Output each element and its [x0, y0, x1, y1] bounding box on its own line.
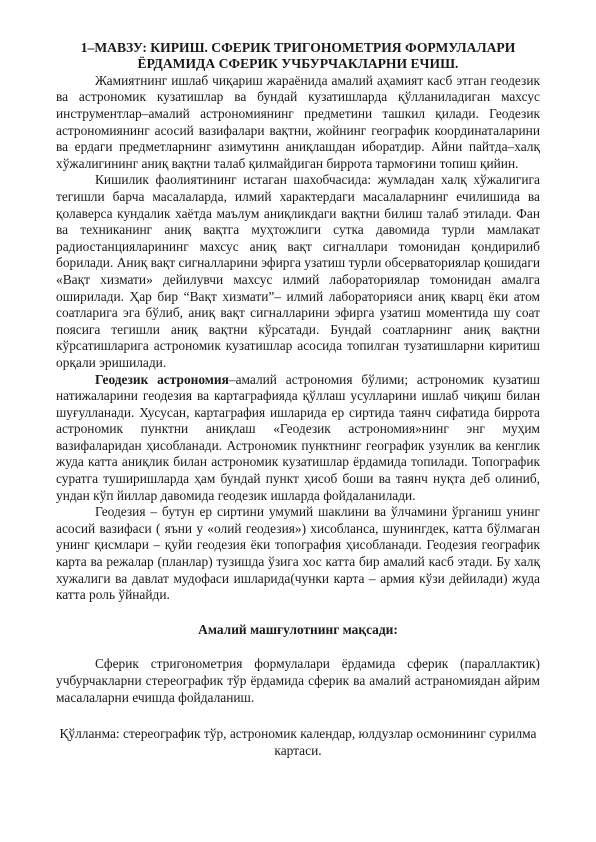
title-line-1: 1–МАВЗУ: КИРИШ. СФЕРИК ТРИГОНОМЕТРИЯ ФОРМУЛАЛАРИ — [80, 40, 516, 55]
paragraph-geodetic-astronomy — [56, 372, 540, 505]
paragraph-intro: Жамиятнинг ишлаб чиқариш жараёнида амалий аҳамият касб этган геодезик ва астрономик кузатишлар ва бундай кузатишларда қўлланиладиган махсус инструментлар–амалий астрономиянинг предметини ташкил қилади. Геодезик астрономиянинг асосий вазифалари вақтни, жойнинг географик координаталарини ва ердаги предметларнинг азимутинн аниқлашдан иборатдир. Айни пайтда–халқ хўжалигининг аниқ вақтни талаб қилмайдиган биррота тармоғини топиш қийин. — [56, 72, 540, 171]
paragraph-geodesy: Геодезия – бутун ер сиртини умумий шаклини ва ўлчамини ўрганиш унинг асосий вазифаси ( яъни у «олий геодезия») хисобланса, шунингдек, катта бўлмаган унинг қисмлари – қуйи геодезия ёки топография ҳисобланади. Геодезия географик карта ва режалар (планлар) тузишда ўзига хос катта бир амалий касб этади. Бу халқ хужалиги ва давлат мудофаси ишларида(чунки карта – армия кўзи дейилади) жуда катта роль ўйнайди. — [56, 504, 540, 603]
materials-note: Қўлланма: стереографик тўр, астрономик календар, юлдузлар осмонининг сурилма картаси. — [59, 726, 537, 758]
paragraph-geodetic-astronomy-text: –амалий астрономия бўлими; астрономик кузатиш натижаларини геодезия ва картаграфияда қўллаш усулларини ишлаб чиқиш билан шуғулланади. Хусусан, картаграфия ишларида ер сиртида таянч сифатида биррота астрономик пунктни аниқлаш «Геодезик астрономия»нинг энг муҳим вазифаларидан ҳисобланади. Астрономик пунктнинг географик узунлик ва кенглик жуда катта аниқлик билан астрономик кузатишлар ёрдамида топилади. Топографик суратга туширишларда ҳам бундай пункт ҳисоб боши ва таянч нуқта деб олиниб, ундан кўп йиллар давомида геодезик ишларда фойдаланилади. — [56, 371, 540, 503]
term-geodetic-astronomy: Геодезик астрономия — [95, 371, 229, 387]
title-line-2: ЁРДАМИДА СФЕРИК УЧБУРЧАКЛАРНИ ЕЧИШ. — [137, 56, 459, 72]
paragraph-time-service: Кишилик фаолиятининг истаган шахобчасида: жумладан халқ хўжалигига тегишли барча масалаларда, илмий характердаги масалаларнинг ечилишида ва қолаверса кундалик хаётда маълум аниқликдаги вақтни билиш талаб этилади. Фан ва техниканинг аниқ вақтга муҳтожлиги сутка давомида турли мамлакат радиостанцияларининг махсус аниқ вақт сигналлари томонидан қондирилиб борилади. Аниқ вақт сигналларини эфирга узатиш турли обсерваториялар қошидаги «Вақт хизмати» дейилувчи махсус илмий лабораториялар томонидан амалга оширилади. Ҳар бир “Вақт хизмати”– илмий лабораторияси аниқ кварц ёки атом соатларига эга бўлиб, аниқ вақт сигналларини эфирга узатиш моментида шу соат поясига тегишли аниқ вақтни кўрсатади. Бундай соатларнинг аниқ вақтни кўрсатишларига астрономик кузатишлар асосида топилган тузатишларни киритиш орқали эришилади. — [56, 172, 540, 370]
document-title — [56, 40, 540, 73]
section-heading: Амалий машғулотнинг мақсади: — [198, 621, 398, 637]
paragraph-goal: Сферик стригонометрия формулалари ёрдамида сферик (параллактик) учбурчакларни стереографик тўр ёрдамида сферик ва амалий астраномиядан айрим масалаларни ечишда фойдаланиш. — [56, 656, 540, 705]
